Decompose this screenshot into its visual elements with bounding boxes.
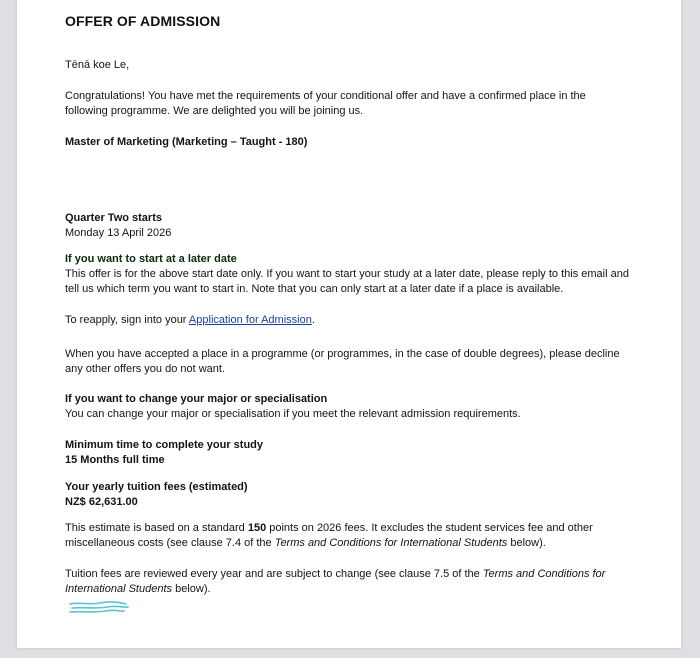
review-terms: Terms and Conditions for International Students [65,568,606,595]
estimate-terms: Terms and Conditions for International Students [274,537,508,549]
fees-section [65,480,630,510]
later-start-body: This offer is for the above start date only. If you want to start your study at a later date, please reply to this email and tell us which term you want to start in. Note that you can only start at a later date if a place is available. [65,268,629,295]
estimate-paragraph [65,521,630,551]
start-section [65,211,630,241]
greeting: Tēnā koe Le, [65,59,130,71]
fees-title: Your yearly tuition fees (estimated) [65,481,248,493]
programme-label: Master of Marketing (Marketing – Taught - 180) [65,136,308,148]
reapply-paragraph [65,313,630,328]
page-title: OFFER OF ADMISSION [65,13,221,29]
decline-paragraph: When you have accepted a place in a programme (or programmes, in the case of double degrees), please decline any other offers you do not want. [65,348,620,375]
min-time-value: 15 Months full time [65,454,165,466]
review-text-2: below). [172,583,211,595]
change-major-body: You can change your major or specialisation if you meet the relevant admission requirements. [65,408,521,420]
programme-name [65,135,630,150]
change-major-title: If you want to change your major or specialisation [65,393,328,405]
later-start-title: If you want to start at a later date [65,253,237,265]
change-major-section [65,392,630,422]
signature-stroke-1 [70,602,126,604]
min-time-title: Minimum time to complete your study [65,439,264,451]
review-paragraph [65,567,630,597]
review-text-1: Tuition fees are reviewed every year and are subject to change (see clause 7.5 of the [65,568,483,580]
start-date: Monday 13 April 2026 [65,227,172,239]
signature-stroke-3 [70,610,124,612]
application-for-admission-link[interactable]: Application for Admission [188,314,312,326]
later-start-section [65,252,630,297]
reapply-prefix: To reapply, sign into your [65,314,189,326]
fees-value: NZ$ 62,631.00 [65,496,138,508]
start-title: Quarter Two starts [65,212,162,224]
estimate-text-1: This estimate is based on a standard [65,522,248,534]
estimate-points: 150 [247,522,267,534]
estimate-text-3: below). [507,537,546,549]
signature-stroke-2 [72,606,128,608]
estimate-text-2: points on 2026 fees. It excludes the student services fee and other miscellaneous costs (see clause 7.4 of the [65,522,593,549]
min-time-section [65,438,630,468]
congratulations-paragraph: Congratulations! You have met the requirements of your conditional offer and have a confirmed place in the following programme. We are delighted you will be joining us. [65,90,586,117]
reapply-suffix: . [311,314,315,326]
signature-scribble [68,599,130,617]
